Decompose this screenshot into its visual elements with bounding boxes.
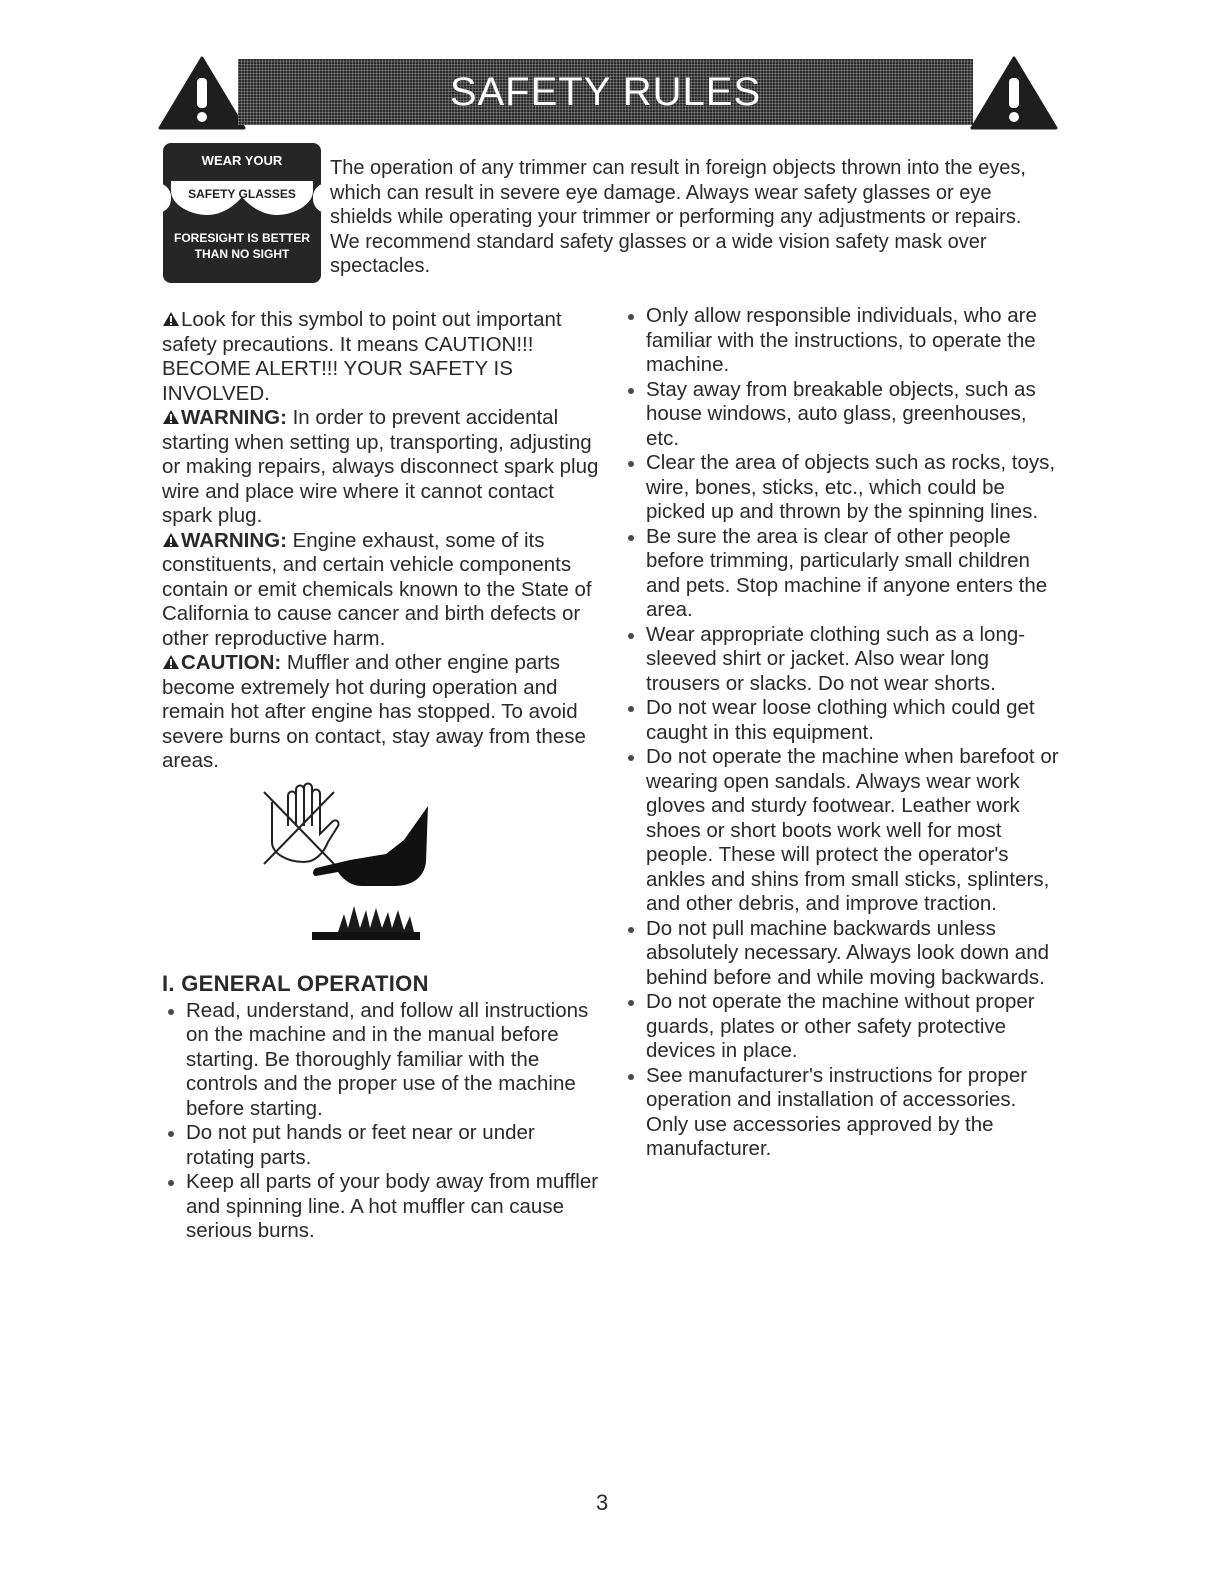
warning-california-paragraph <box>162 529 602 652</box>
list-item: See manufacturer's instructions for proper operation and installation of accessories. Only use accessories approved by the manufacturer. <box>622 1064 1062 1162</box>
safety-glasses-sign <box>163 143 321 283</box>
section-heading-general-operation: I. GENERAL OPERATION <box>162 971 429 996</box>
warning-label: WARNING: <box>181 406 287 429</box>
left-column <box>162 308 602 1244</box>
list-item: Wear appropriate clothing such as a long-sleeved shirt or jacket. Also wear long trousers or slacks. Do not wear shorts. <box>622 623 1062 697</box>
symbol-note-paragraph <box>162 308 602 406</box>
list-item: Read, understand, and follow all instructions on the machine and in the manual before starting. Be thoroughly familiar with the controls and the proper use of the machine before starting. <box>162 999 602 1122</box>
list-item: Stay away from breakable objects, such as house windows, auto glass, greenhouses, etc. <box>622 378 1062 452</box>
alert-symbol-icon <box>162 311 180 327</box>
warning-label: WARNING: <box>181 528 287 552</box>
list-item: Only allow responsible individuals, who are familiar with the instructions, to operate the machine. <box>622 304 1062 378</box>
sign-line-wear-your: WEAR YOUR <box>201 153 283 168</box>
alert-symbol-icon <box>162 409 180 425</box>
page-number: 3 <box>596 1490 609 1515</box>
page-title: SAFETY RULES <box>449 69 762 114</box>
warning-text: Engine exhaust, some of its constituents, and certain vehicle components contain or emit chemicals known to the State of California to cause cancer and birth defects or other reproductive harm. <box>162 528 592 650</box>
caution-label: CAUTION: <box>181 651 282 674</box>
list-item: Keep all parts of your body away from muffler and spinning line. A hot muffler can cause serious burns. <box>162 1170 602 1244</box>
list-item: Be sure the area is clear of other people before trimming, particularly small children and pets. Stop machine if anyone enters the area. <box>622 525 1062 623</box>
list-item: Clear the area of objects such as rocks, toys, wire, bones, sticks, etc., which could be picked up and thrown by the spinning lines. <box>622 451 1062 525</box>
warning-triangle-icon <box>970 56 1058 130</box>
caution-text: Muffler and other engine parts become extremely hot during operation and remain hot after engine has stopped. To avoid severe burns on contact, stay away from these areas. <box>162 651 586 772</box>
header-banner <box>238 59 973 125</box>
warning-triangle-icon <box>158 56 246 130</box>
symbol-note-text: Look for this symbol to point out important safety precautions. It means CAUTION!!! BECOME ALERT!!! YOUR SAFETY IS INVOLVED. <box>162 308 562 405</box>
list-item: Do not operate the machine when barefoot or wearing open sandals. Always wear work gloves and sturdy footwear. Leather work shoes or short boots work well for most people. These will protect the operator's ankles and shins from small sticks, splinters, and other debris, and improve traction. <box>622 745 1062 917</box>
sign-line-foresight: FORESIGHT IS BETTER <box>173 231 310 245</box>
right-column <box>622 304 1062 1162</box>
list-item: Do not put hands or feet near or under rotating parts. <box>162 1121 602 1170</box>
warning-disconnect-paragraph <box>162 406 602 529</box>
alert-symbol-icon <box>162 654 180 670</box>
list-item: Do not operate the machine without proper guards, plates or other safety protective devices in place. <box>622 990 1062 1064</box>
hot-surface-hand-icon <box>254 782 454 952</box>
list-item: Do not pull machine backwards unless absolutely necessary. Always look down and behind before and while moving backwards. <box>622 917 1062 991</box>
intro-paragraph: The operation of any trimmer can result in foreign objects thrown into the eyes, which can result in severe eye damage. Always wear safety glasses or eye shields while operating your trimmer or performing any adjustments or repairs. We recommend standard safety glasses or a wide vision safety mask over spectacles. <box>330 157 1026 277</box>
sign-line-safety-glasses: SAFETY GLASSES <box>188 187 296 201</box>
general-operation-list <box>162 999 602 1244</box>
caution-muffler-paragraph <box>162 651 602 774</box>
safety-rules-list <box>622 304 1062 1162</box>
list-item: Do not wear loose clothing which could get caught in this equipment. <box>622 696 1062 745</box>
warning-text: In order to prevent accidental starting when setting up, transporting, adjusting or making repairs, always disconnect spark plug wire and place wire where it cannot contact spark plug. <box>162 406 599 527</box>
sign-line-than-no-sight: THAN NO SIGHT <box>194 247 290 261</box>
alert-symbol-icon <box>162 532 180 548</box>
